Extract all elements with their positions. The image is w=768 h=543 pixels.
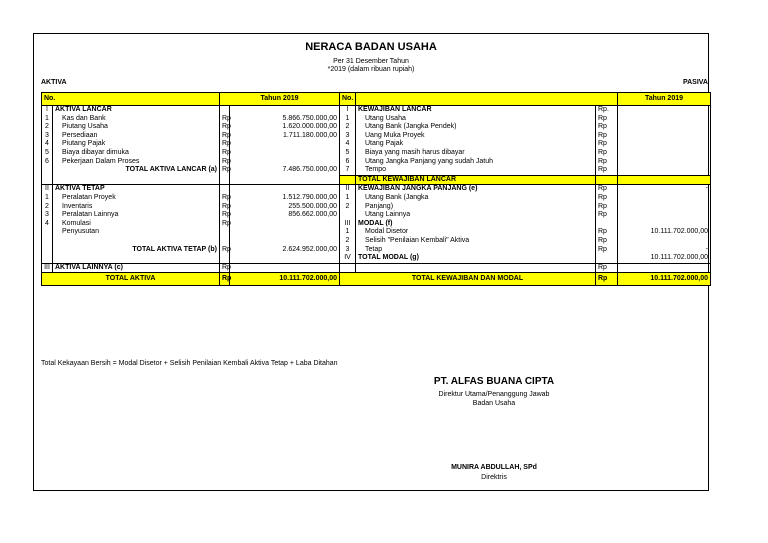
right-currency — [596, 220, 618, 229]
right-description: Utang Bank (Jangka Pendek) — [356, 123, 596, 132]
left-description: Persediaan — [53, 132, 220, 141]
left-amount: 2.624.952.000,00 — [230, 246, 340, 255]
left-description: Piutang Usaha — [53, 123, 220, 132]
left-currency: Rp — [220, 132, 230, 141]
table-row — [42, 263, 711, 273]
right-amount — [618, 211, 711, 220]
signer-name: MUNIRA ABDULLAH, SPd — [451, 464, 537, 471]
header-year-left: Tahun 2019 — [220, 93, 340, 106]
formula-note: Total Kekayaan Bersih = Modal Disetor + Selisih Penilaian Kembali Aktiva Tetap + Laba Ditahan — [41, 360, 338, 367]
table-row — [42, 203, 711, 212]
left-description — [53, 254, 220, 263]
left-number: 5 — [42, 149, 53, 158]
left-number: 2 — [42, 203, 53, 212]
right-number: 2 — [340, 203, 356, 212]
right-description: Selisih "Penilaian Kembali" Aktiva — [356, 237, 596, 246]
table-row — [42, 123, 711, 132]
left-number: 4 — [42, 140, 53, 149]
right-description — [356, 263, 596, 273]
right-amount — [618, 263, 711, 273]
right-description: TOTAL MODAL (g) — [356, 254, 596, 263]
document-title: NERACA BADAN USAHA — [305, 41, 437, 53]
left-amount — [230, 106, 340, 115]
left-amount — [230, 158, 340, 167]
header-no-right: No. — [340, 93, 356, 106]
right-description: Modal Disetor — [356, 228, 596, 237]
right-currency: Rp — [596, 132, 618, 141]
left-amount: 7.486.750.000,00 — [230, 166, 340, 175]
left-currency — [220, 237, 230, 246]
right-number: II — [340, 185, 356, 194]
unit-note — [34, 66, 708, 73]
right-amount — [618, 132, 711, 141]
balance-table — [41, 92, 711, 286]
table-row — [42, 211, 711, 220]
table-row — [42, 106, 711, 115]
right-amount — [618, 203, 711, 212]
right-number: 7 — [340, 166, 356, 175]
left-number: I — [42, 106, 53, 115]
left-number — [42, 175, 53, 185]
left-currency: Rp — [220, 220, 230, 229]
right-description: Tempo — [356, 166, 596, 175]
left-description: AKTIVA LANCAR — [53, 106, 220, 115]
right-description: MODAL (f) — [356, 220, 596, 229]
pasiva-label: PASIVA — [682, 79, 708, 86]
right-number — [340, 211, 356, 220]
right-description: TOTAL KEWAJIBAN LANCAR — [356, 175, 596, 185]
left-amount — [230, 140, 340, 149]
right-currency: Rp — [596, 228, 618, 237]
left-description — [53, 175, 220, 185]
total-pasiva-label: TOTAL KEWAJIBAN DAN MODAL — [340, 273, 596, 286]
right-amount — [618, 106, 711, 115]
left-currency — [220, 106, 230, 115]
left-number — [42, 246, 53, 255]
right-number: 5 — [340, 149, 356, 158]
left-currency: Rp — [220, 263, 230, 273]
right-currency: Rp — [596, 237, 618, 246]
left-number: III — [42, 263, 53, 273]
left-description: Penyusutan — [53, 228, 220, 237]
left-amount: 856.662.000,00 — [230, 211, 340, 220]
left-amount: 1.711.180.000,00 — [230, 132, 340, 141]
role-line-2: Badan Usaha — [472, 400, 516, 407]
left-currency: Rp — [220, 211, 230, 220]
left-description: Kas dan Bank — [53, 115, 220, 124]
right-amount — [618, 140, 711, 149]
left-amount — [230, 228, 340, 237]
right-currency: Rp — [596, 158, 618, 167]
table-row — [42, 149, 711, 158]
table-row — [42, 220, 711, 229]
right-number: 3 — [340, 246, 356, 255]
left-currency — [220, 185, 230, 194]
right-number: 3 — [340, 132, 356, 141]
left-amount — [230, 220, 340, 229]
left-description: TOTAL AKTIVA TETAP (b) — [53, 246, 220, 255]
left-amount — [230, 263, 340, 273]
right-currency: Rp — [596, 194, 618, 203]
left-number — [42, 254, 53, 263]
right-amount — [618, 175, 711, 185]
left-currency: Rp — [220, 158, 230, 167]
left-amount — [230, 185, 340, 194]
signer-title: Direktris — [481, 474, 507, 481]
left-description: Komulasi — [53, 220, 220, 229]
left-number: 3 — [42, 132, 53, 141]
left-number: 3 — [42, 211, 53, 220]
right-amount: - — [618, 185, 711, 194]
left-description: Pekerjaan Dalam Proses — [53, 158, 220, 167]
right-currency: Rp — [596, 246, 618, 255]
right-number: 4 — [340, 140, 356, 149]
right-amount — [618, 166, 711, 175]
right-description: Utang Lainnya — [356, 211, 596, 220]
header-year-right: Tahun 2019 — [618, 93, 711, 106]
right-description: Utang Usaha — [356, 115, 596, 124]
left-amount — [230, 237, 340, 246]
right-number: 1 — [340, 228, 356, 237]
left-number — [42, 228, 53, 237]
left-amount — [230, 149, 340, 158]
left-number — [42, 237, 53, 246]
right-amount: 10.111.702.000,00 — [618, 254, 711, 263]
right-description: Biaya yang masih harus dibayar — [356, 149, 596, 158]
right-currency — [596, 254, 618, 263]
header-no-left: No. — [42, 93, 220, 106]
right-description: Uang Muka Proyek — [356, 132, 596, 141]
right-currency: Rp. — [596, 106, 618, 115]
table-row — [42, 185, 711, 194]
right-number: 6 — [340, 158, 356, 167]
right-amount: 10.111.702.000,00 — [618, 228, 711, 237]
left-number: 1 — [42, 194, 53, 203]
left-currency: Rp — [220, 203, 230, 212]
total-aktiva-currency: Rp — [220, 273, 230, 286]
table-row — [42, 194, 711, 203]
left-description: Peralatan Lainnya — [53, 211, 220, 220]
left-description: Piutang Pajak — [53, 140, 220, 149]
right-number — [340, 263, 356, 273]
right-number: I — [340, 106, 356, 115]
right-number: IV — [340, 254, 356, 263]
right-currency: Rp — [596, 140, 618, 149]
table-body — [42, 106, 711, 273]
right-currency: Rp — [596, 185, 618, 194]
right-number: 2 — [340, 237, 356, 246]
right-number: 2 — [340, 123, 356, 132]
role-line-1: Direktur Utama/Penanggung Jawab — [438, 391, 550, 398]
table-row — [42, 140, 711, 149]
period-text: Per 31 Desember Tahun — [333, 58, 409, 65]
table-row — [42, 158, 711, 167]
left-description: AKTIVA LAINNYA (c) — [53, 263, 220, 273]
grand-total-row — [42, 273, 711, 286]
right-description: KEWAJIBAN LANCAR — [356, 106, 596, 115]
left-currency — [220, 175, 230, 185]
left-amount — [230, 175, 340, 185]
left-currency: Rp — [220, 246, 230, 255]
right-currency: Rp — [596, 211, 618, 220]
right-description: Panjang) — [356, 203, 596, 212]
right-number — [340, 175, 356, 185]
left-currency: Rp — [220, 166, 230, 175]
left-currency: Rp — [220, 140, 230, 149]
total-aktiva-label: TOTAL AKTIVA — [42, 273, 220, 286]
total-pasiva-currency: Rp — [596, 273, 618, 286]
left-number: II — [42, 185, 53, 194]
table-row — [42, 132, 711, 141]
left-amount — [230, 254, 340, 263]
table-row — [42, 254, 711, 263]
right-description: Utang Pajak — [356, 140, 596, 149]
right-number: III — [340, 220, 356, 229]
table-header-row — [42, 93, 711, 106]
left-currency — [220, 228, 230, 237]
table-row — [42, 166, 711, 175]
left-number: 6 — [42, 158, 53, 167]
right-number: 1 — [340, 115, 356, 124]
left-amount: 1.620.000.000,00 — [230, 123, 340, 132]
table-row — [42, 228, 711, 237]
right-description: Utang Bank (Jangka — [356, 194, 596, 203]
table-row — [42, 175, 711, 185]
left-amount: 1.512.790.000,00 — [230, 194, 340, 203]
left-number: 4 — [42, 220, 53, 229]
right-amount: - — [618, 246, 711, 255]
left-description: Biaya dibayar dimuka — [53, 149, 220, 158]
left-currency: Rp — [220, 115, 230, 124]
left-currency: Rp — [220, 149, 230, 158]
total-aktiva-amount: 10.111.702.000,00 — [230, 273, 340, 286]
table-row — [42, 246, 711, 255]
company-name: PT. ALFAS BUANA CIPTA — [433, 376, 555, 387]
right-amount — [618, 220, 711, 229]
right-currency: Rp — [596, 123, 618, 132]
left-number — [42, 166, 53, 175]
right-currency: Rp — [596, 263, 618, 273]
table-row — [42, 115, 711, 124]
left-description: AKTIVA TETAP — [53, 185, 220, 194]
total-pasiva-amount: 10.111.702.000,00 — [618, 273, 711, 286]
right-currency: Rp — [596, 203, 618, 212]
right-amount — [618, 149, 711, 158]
right-currency: Rp — [596, 166, 618, 175]
right-description: Tetap — [356, 246, 596, 255]
right-amount — [618, 123, 711, 132]
right-amount — [618, 194, 711, 203]
aktiva-label: AKTIVA — [41, 79, 67, 86]
left-currency: Rp — [220, 123, 230, 132]
left-number: 1 — [42, 115, 53, 124]
year-text: *2019 — [327, 66, 346, 73]
right-currency: Rp — [596, 115, 618, 124]
left-description: TOTAL AKTIVA LANCAR (a) — [53, 166, 220, 175]
right-description: KEWAJIBAN JANGKA PANJANG (e) — [356, 185, 596, 194]
right-currency: Rp — [596, 149, 618, 158]
right-amount — [618, 158, 711, 167]
left-amount: 5.866.750.000,00 — [230, 115, 340, 124]
header-right-blank — [356, 93, 618, 106]
left-currency — [220, 254, 230, 263]
left-description — [53, 237, 220, 246]
table-row — [42, 237, 711, 246]
right-amount — [618, 237, 711, 246]
left-description: Inventaris — [53, 203, 220, 212]
left-currency: Rp — [220, 194, 230, 203]
left-description: Peralatan Proyek — [53, 194, 220, 203]
right-number: 1 — [340, 194, 356, 203]
balance-sheet-page — [33, 33, 709, 491]
right-currency — [596, 175, 618, 185]
left-number: 2 — [42, 123, 53, 132]
right-description: Utang Jangka Panjang yang sudah Jatuh — [356, 158, 596, 167]
right-amount — [618, 115, 711, 124]
left-amount: 255.500.000,00 — [230, 203, 340, 212]
unit-text: (dalam ribuan rupiah) — [347, 66, 415, 73]
